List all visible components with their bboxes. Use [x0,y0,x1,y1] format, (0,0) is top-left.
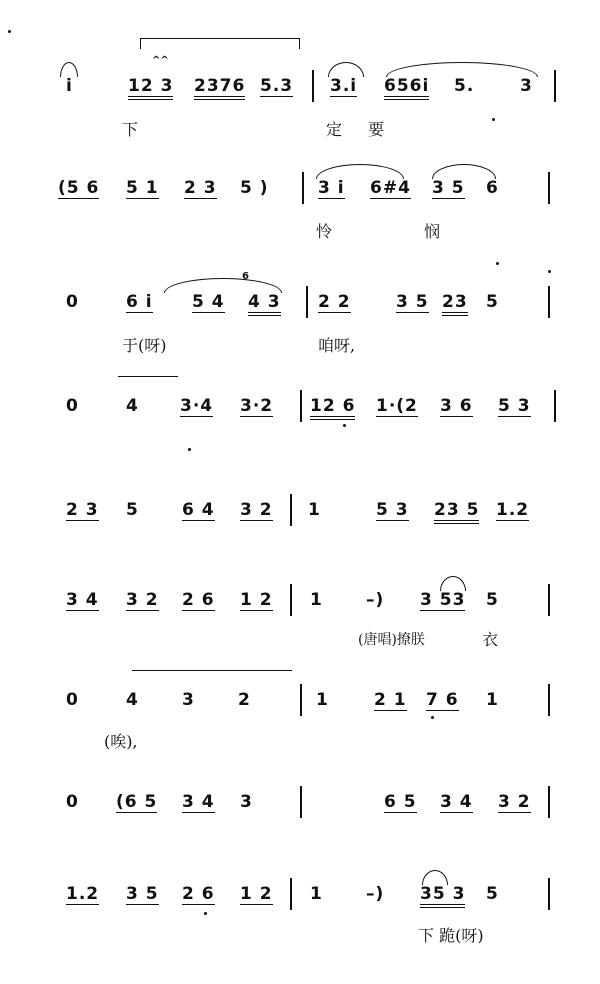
note-group: 3 2 [498,792,531,812]
lyric: 于(呀) [122,336,167,355]
score-line-1 [0,55,600,176]
note-group: i [66,76,73,96]
low-octave-dot [343,424,346,427]
note-group: 2 3 [184,178,217,198]
lyric: 衣 [482,630,499,649]
note-group: 6 i [126,292,153,312]
note-group: 4 [126,396,139,416]
scan-speck [548,270,551,273]
note-group: 6 5 [384,792,417,812]
note-group: –) [366,884,385,904]
note-group: 2 [238,690,251,710]
bar-line [548,584,550,616]
note-group: –) [366,590,385,610]
lyric: (唉), [104,732,138,751]
bar-line [300,684,302,716]
note-group: 1 2 [240,884,273,904]
note-group: 3 4 [182,792,215,812]
note-group: 656i [384,76,429,100]
note-group: 5.3 [260,76,294,96]
ornament-mark: ^^ [152,55,169,66]
note-group: 1 [486,690,499,710]
lyric: 咱呀, [318,336,356,355]
note-group: 5 1 [126,178,159,198]
note-group: 5 ) [240,178,269,198]
bar-line [548,684,550,716]
bar-line [548,286,550,318]
note-group: 4 [126,690,139,710]
note-group: 5 3 [498,396,531,416]
low-octave-dot [431,716,434,719]
note-group: 1 [308,500,321,520]
note-group: 4 3 [248,292,281,316]
note-group: 3 5 [396,292,429,312]
note-group: 3 5 [126,884,159,904]
note-group: 3.i [330,76,358,96]
note-group: 5 3 [376,500,409,520]
lyric: 怜 [316,222,333,241]
bar-line [302,172,304,204]
note-group: 0 [66,792,79,812]
note-group: 1 [310,590,323,610]
extension-line [118,376,178,377]
bar-line [312,70,314,102]
note-group: 23 [442,292,468,316]
note-group: 6 4 [182,500,215,520]
note-group: 5 [486,292,499,312]
note-group: 3 4 [440,792,473,812]
note-group: 3·2 [240,396,274,416]
note-group: 2 1 [374,690,407,710]
note-group: 3·4 [180,396,214,416]
note-group: 3 [520,76,533,96]
lyric: (唐唱)撩朕 [358,632,425,648]
bar-line [290,878,292,910]
note-group: 2376 [194,76,245,100]
note-group: 1.2 [66,884,100,904]
lyric: 悯 [424,222,441,241]
note-group: 6#4 [370,178,411,198]
note-group: 23 5 [434,500,479,524]
note-group: 0 [66,292,79,312]
note-group: 3 2 [240,500,273,520]
note-group: 3 6 [440,396,473,416]
note-group: 3 5 [432,178,465,198]
grace-note: 6 [242,271,249,282]
bar-line [554,70,556,102]
score-line-2 [0,178,600,278]
note-group: 1 [310,884,323,904]
scan-speck [8,30,11,33]
score-line-7 [0,690,600,790]
note-group: 5 [486,884,499,904]
score-line-3 [0,271,600,392]
note-group: 5 4 [192,292,225,312]
slur [164,278,282,293]
note-group: (5 6 [58,178,100,198]
lyric: 下 [122,120,139,139]
slur [328,62,364,77]
score-line-9 [0,884,600,984]
score-line-4 [0,396,600,496]
note-group: 3 [240,792,253,812]
note-group: 5. [454,76,475,96]
note-group: 2 3 [66,500,99,520]
extension-line [132,670,292,671]
note-group: 12 3 [128,76,173,100]
note-group: 7 6 [426,690,459,710]
lyric: 要 [368,120,385,139]
bar-line [548,786,550,818]
low-octave-dot [204,912,207,915]
note-group: 6 [486,178,499,198]
score-line-8 [0,792,600,892]
bar-line [554,390,556,422]
note-group: 3 i [318,178,345,198]
phrase-bracket [140,38,300,49]
scan-speck [496,262,499,265]
note-group: 5 [486,590,499,610]
note-group: 3 [182,690,195,710]
note-group: (6 5 [116,792,158,812]
bar-line [300,786,302,818]
score-line-6 [0,590,600,690]
note-group: 0 [66,690,79,710]
note-group: 0 [66,396,79,416]
note-group: 35 3 [420,884,465,908]
note-group: 2 2 [318,292,351,312]
lyric: 定 [326,120,343,139]
note-group: 1·(2 [376,396,418,416]
bar-line [548,172,550,204]
note-group: 3 2 [126,590,159,610]
bar-line [300,390,302,422]
scan-speck [492,118,495,121]
note-group: 1 [316,690,329,710]
score-line-5 [0,500,600,600]
note-group: 2 6 [182,884,215,904]
bar-line [290,584,292,616]
note-group: 1 2 [240,590,273,610]
note-group: 12 6 [310,396,355,420]
note-group: 2 6 [182,590,215,610]
slur [60,62,78,77]
lyric: 下 跪(呀) [418,926,484,945]
note-group: 5 [126,500,139,520]
bar-line [306,286,308,318]
smudge-dot [188,448,191,451]
slur [386,62,538,77]
note-group: 3 53 [420,590,466,610]
bar-line [548,878,550,910]
bar-line [290,494,292,526]
note-group: 3 4 [66,590,99,610]
note-group: 1.2 [496,500,530,520]
